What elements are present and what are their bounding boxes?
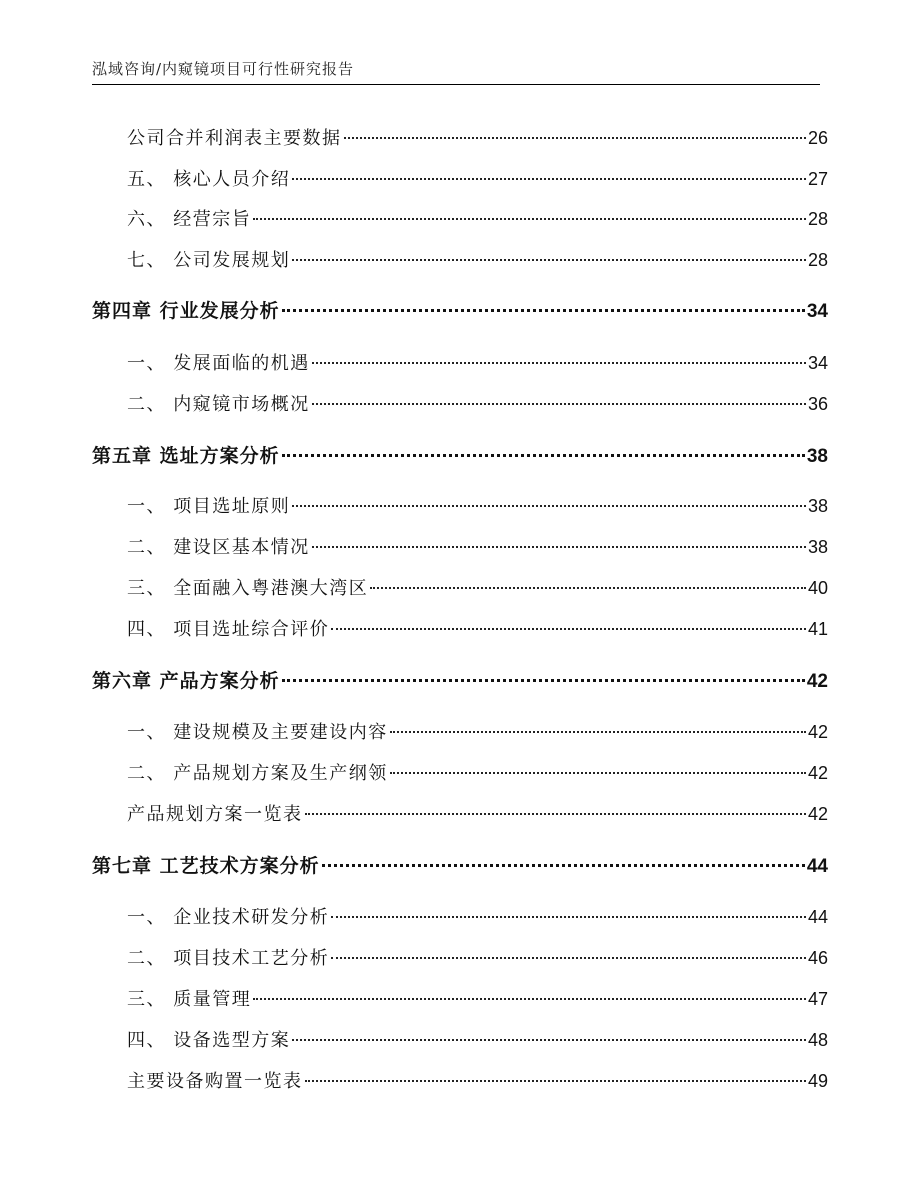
leader-dots xyxy=(292,178,806,180)
toc-entry-page: 28 xyxy=(807,209,828,229)
toc-entry-title: 产品规划方案一览表 xyxy=(127,804,303,825)
toc-entry-title: 四、 设备选型方案 xyxy=(127,1030,291,1051)
running-header: 泓域咨询/内窥镜项目可行性研究报告 xyxy=(92,60,355,78)
leader-dots xyxy=(390,772,806,774)
toc-entry[interactable] xyxy=(127,492,828,518)
toc-entry-page: 26 xyxy=(807,128,828,148)
toc-chapter-entry[interactable] xyxy=(92,666,828,693)
toc-entry-page: 42 xyxy=(807,722,828,742)
leader-dots xyxy=(312,546,806,548)
toc-entry[interactable] xyxy=(127,349,828,375)
toc-entry-title: 第七章 工艺技术方案分析 xyxy=(92,855,320,877)
toc-entry[interactable] xyxy=(127,205,828,231)
toc-entry-title: 一、 建设规模及主要建设内容 xyxy=(127,722,388,743)
leader-dots xyxy=(344,137,806,139)
toc-entry-title: 四、 项目选址综合评价 xyxy=(127,619,330,640)
toc-entry-title: 五、 核心人员介绍 xyxy=(127,169,291,190)
toc-entry-page: 46 xyxy=(807,948,828,968)
toc-chapter-entry[interactable] xyxy=(92,851,828,878)
toc-chapter-entry[interactable] xyxy=(92,296,828,323)
toc-entry-title: 三、 质量管理 xyxy=(127,989,252,1010)
toc-entry-page: 34 xyxy=(807,353,828,373)
leader-dots xyxy=(312,403,806,405)
toc-entry-page: 28 xyxy=(807,250,828,270)
toc-entry-page: 44 xyxy=(806,856,828,877)
leader-dots xyxy=(282,309,805,312)
toc-entry-title: 一、 项目选址原则 xyxy=(127,496,291,517)
toc-entry[interactable] xyxy=(127,124,828,150)
toc-entry-title: 第五章 选址方案分析 xyxy=(92,445,280,467)
leader-dots xyxy=(292,1039,806,1041)
toc-entry-page: 42 xyxy=(806,671,828,692)
toc-entry-page: 48 xyxy=(807,1030,828,1050)
toc-entry-title: 二、 内窥镜市场概况 xyxy=(127,394,310,415)
toc-entry-title: 第六章 产品方案分析 xyxy=(92,670,280,692)
toc-entry-title: 第四章 行业发展分析 xyxy=(92,300,280,322)
toc-entry[interactable] xyxy=(127,985,828,1011)
leader-dots xyxy=(312,362,806,364)
leader-dots xyxy=(331,916,806,918)
toc-entry-page: 38 xyxy=(807,496,828,516)
leader-dots xyxy=(253,998,806,1000)
leader-dots xyxy=(305,813,806,815)
toc-entry-page: 47 xyxy=(807,989,828,1009)
toc-entry[interactable] xyxy=(127,903,828,929)
toc-entry-page: 34 xyxy=(806,301,828,322)
toc-entry-title: 主要设备购置一览表 xyxy=(127,1071,303,1092)
toc-entry-page: 42 xyxy=(807,763,828,783)
toc-entry-title: 一、 发展面临的机遇 xyxy=(127,353,310,374)
toc-entry[interactable] xyxy=(127,246,828,272)
toc-entry-page: 49 xyxy=(807,1071,828,1091)
toc-entry-page: 42 xyxy=(807,804,828,824)
leader-dots xyxy=(282,679,805,682)
toc-entry[interactable] xyxy=(127,800,828,826)
leader-dots xyxy=(292,505,806,507)
toc-entry-title: 六、 经营宗旨 xyxy=(127,209,252,230)
toc-entry-title: 二、 建设区基本情况 xyxy=(127,537,310,558)
leader-dots xyxy=(282,454,805,457)
toc-entry[interactable] xyxy=(127,533,828,559)
toc-entry-title: 七、 公司发展规划 xyxy=(127,250,291,271)
leader-dots xyxy=(305,1080,806,1082)
toc-entry-page: 40 xyxy=(807,578,828,598)
toc-entry[interactable] xyxy=(127,759,828,785)
toc-entry[interactable] xyxy=(127,390,828,416)
leader-dots xyxy=(331,957,806,959)
toc-entry-title: 一、 企业技术研发分析 xyxy=(127,907,330,928)
toc-entry-title: 二、 项目技术工艺分析 xyxy=(127,948,330,969)
toc-entry[interactable] xyxy=(127,718,828,744)
toc-chapter-entry[interactable] xyxy=(92,441,828,468)
toc-entry[interactable] xyxy=(127,165,828,191)
toc-entry[interactable] xyxy=(127,1067,828,1093)
toc-entry[interactable] xyxy=(127,1026,828,1052)
toc-entry[interactable] xyxy=(127,944,828,970)
leader-dots xyxy=(370,587,806,589)
toc-entry-page: 44 xyxy=(807,907,828,927)
toc-entry[interactable] xyxy=(127,574,828,600)
leader-dots xyxy=(292,259,806,261)
toc-entry[interactable] xyxy=(127,615,828,641)
leader-dots xyxy=(253,218,806,220)
toc-entry-page: 27 xyxy=(807,169,828,189)
toc-entry-title: 公司合并利润表主要数据 xyxy=(127,128,342,149)
leader-dots xyxy=(331,628,806,630)
leader-dots xyxy=(322,864,805,867)
toc-entry-page: 38 xyxy=(806,446,828,467)
toc-entry-title: 二、 产品规划方案及生产纲领 xyxy=(127,763,388,784)
header-rule xyxy=(92,84,820,85)
toc-entry-page: 41 xyxy=(807,619,828,639)
leader-dots xyxy=(390,731,806,733)
toc-entry-title: 三、 全面融入粤港澳大湾区 xyxy=(127,578,369,599)
toc-entry-page: 36 xyxy=(807,394,828,414)
toc-entry-page: 38 xyxy=(807,537,828,557)
